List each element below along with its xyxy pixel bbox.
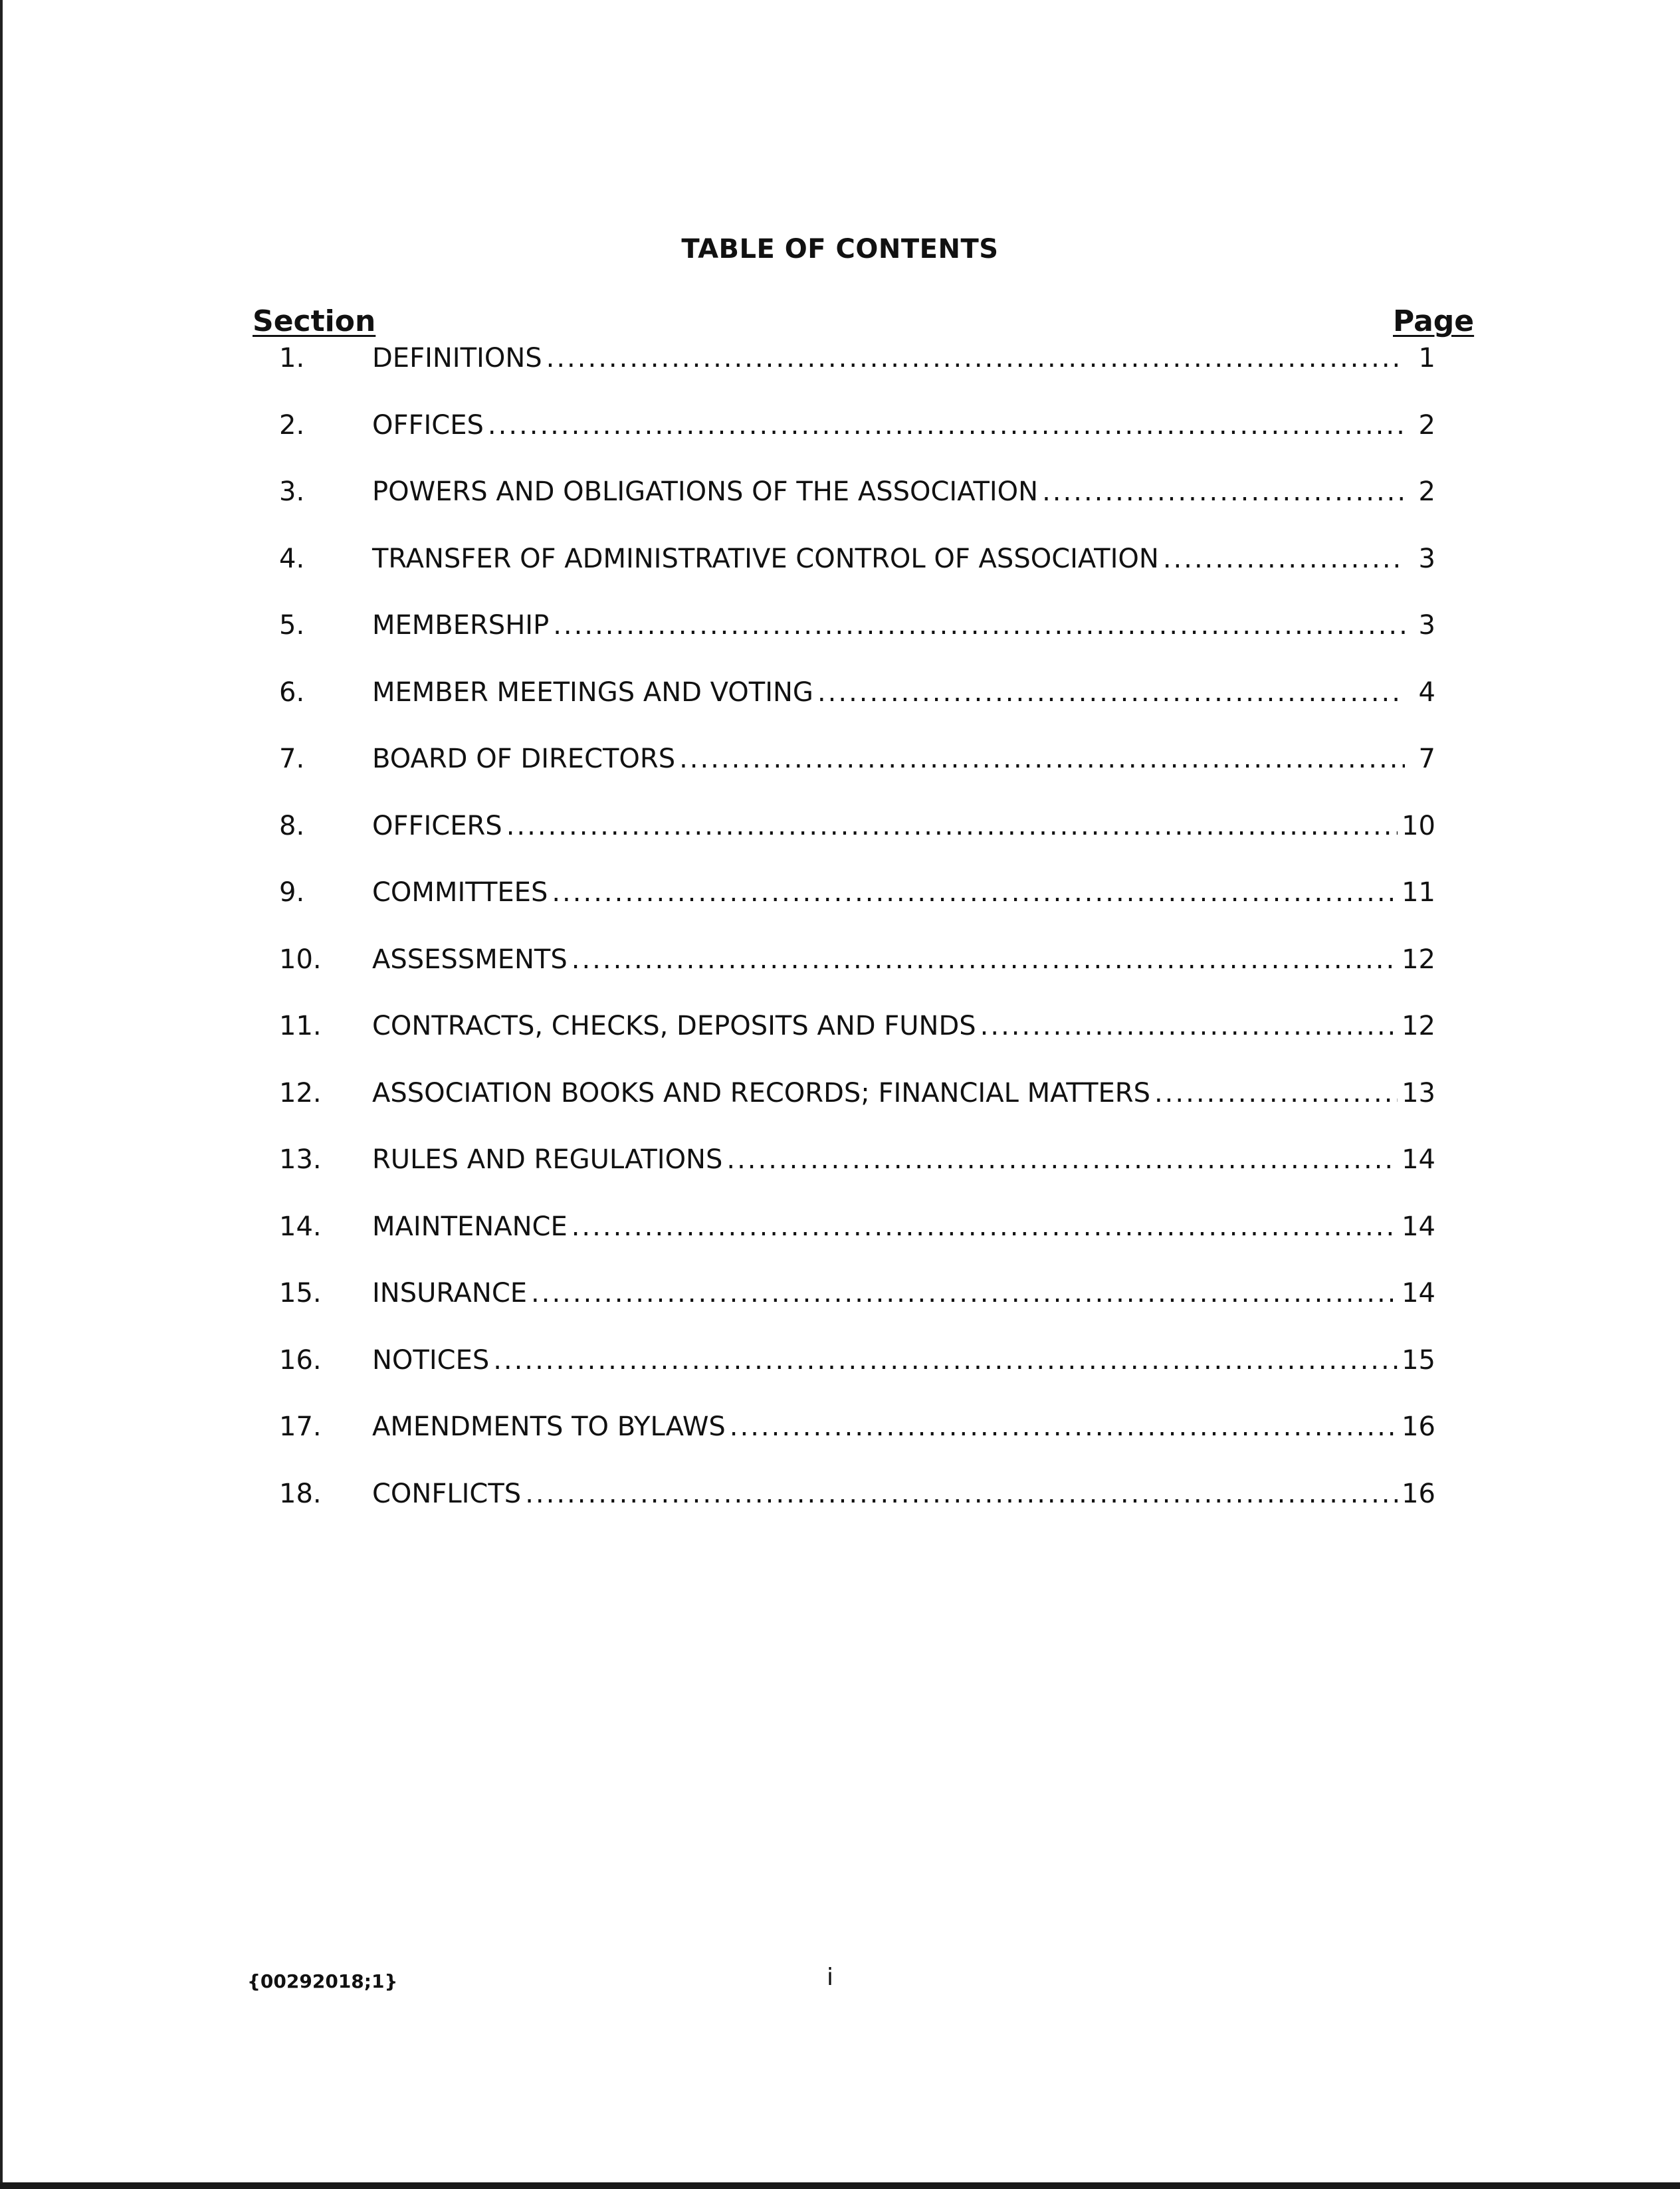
toc-entry-number: 6. xyxy=(279,677,305,708)
toc-dot-leader xyxy=(1154,1078,1398,1108)
scan-edge-left xyxy=(0,0,3,2189)
toc-dot-leader xyxy=(730,1411,1398,1442)
toc-entry xyxy=(253,1479,1435,1546)
toc-dot-leader xyxy=(546,343,1405,373)
toc-entry-label: ASSOCIATION BOOKS AND RECORDS; FINANCIAL MATTERS xyxy=(372,1077,1150,1108)
toc-entry xyxy=(253,677,1435,744)
toc-entry-number: 14. xyxy=(279,1211,322,1242)
toc-entry-page: 7 xyxy=(1418,744,1435,774)
toc-entry-label: AMENDMENTS TO BYLAWS xyxy=(372,1411,726,1442)
toc-entry xyxy=(253,1411,1435,1479)
toc-entry-number: 15. xyxy=(279,1278,322,1308)
toc-entry xyxy=(253,1078,1435,1145)
toc-entry-page: 3 xyxy=(1418,543,1435,574)
scan-edge-bottom xyxy=(0,2182,1680,2189)
toc-entry-label: TRANSFER OF ADMINISTRATIVE CONTROL OF ASSOCIATION xyxy=(372,543,1159,574)
toc-entry-page: 11 xyxy=(1402,877,1435,908)
toc-entry-number: 4. xyxy=(279,543,305,574)
page-title: TABLE OF CONTENTS xyxy=(681,234,999,264)
toc-entry-number: 1. xyxy=(279,343,305,373)
toc-dot-leader xyxy=(552,877,1398,908)
toc-entry xyxy=(253,343,1435,410)
toc-entry-page: 15 xyxy=(1402,1344,1435,1376)
footer-page-number: i xyxy=(827,1964,834,1991)
toc-entry xyxy=(253,544,1435,611)
toc-entry-label: CONTRACTS, CHECKS, DEPOSITS AND FUNDS xyxy=(372,1011,976,1041)
toc-entry-number: 2. xyxy=(279,409,305,441)
toc-entry xyxy=(253,410,1435,477)
toc-entry-page: 2 xyxy=(1418,409,1435,441)
toc-entry-number: 18. xyxy=(279,1478,322,1509)
toc-entry-page: 14 xyxy=(1402,1211,1435,1242)
toc-dot-leader xyxy=(553,610,1405,641)
toc-entry-page: 16 xyxy=(1402,1478,1435,1509)
toc-entry-page: 13 xyxy=(1402,1077,1435,1108)
toc-dot-leader xyxy=(572,1211,1398,1242)
toc-entry xyxy=(253,744,1435,811)
toc-entry-page: 3 xyxy=(1418,610,1435,641)
toc-entry-number: 12. xyxy=(279,1077,322,1108)
document-id: {00292018;1} xyxy=(247,1970,398,1992)
toc-entry-label: ASSESSMENTS xyxy=(372,944,568,975)
toc-entry-label: CONFLICTS xyxy=(372,1478,522,1509)
toc-dot-leader xyxy=(980,1011,1398,1041)
toc-entry-label: POWERS AND OBLIGATIONS OF THE ASSOCIATION xyxy=(372,476,1039,507)
toc-dot-leader xyxy=(572,944,1398,975)
toc-entry-page: 1 xyxy=(1418,343,1435,373)
toc-dot-leader xyxy=(488,410,1405,441)
toc-entry-number: 10. xyxy=(279,944,322,975)
toc-entry-number: 11. xyxy=(279,1011,322,1041)
toc-entry xyxy=(253,1278,1435,1345)
toc-entry-label: OFFICES xyxy=(372,409,484,441)
toc-entry-label: OFFICERS xyxy=(372,810,502,841)
toc-entry-page: 12 xyxy=(1402,1011,1435,1041)
toc-entry-page: 14 xyxy=(1402,1144,1435,1175)
toc-entry-page: 14 xyxy=(1402,1278,1435,1308)
toc-entry xyxy=(253,811,1435,878)
toc-entry xyxy=(253,610,1435,677)
toc-dot-leader xyxy=(679,744,1405,774)
toc-entry xyxy=(253,1345,1435,1412)
toc-entry-number: 13. xyxy=(279,1144,322,1175)
toc-entry xyxy=(253,1144,1435,1211)
toc-entry xyxy=(253,1011,1435,1078)
section-column-header: Section xyxy=(253,304,376,338)
toc-entry-number: 5. xyxy=(279,610,305,641)
toc-entry-label: MEMBER MEETINGS AND VOTING xyxy=(372,677,813,708)
toc-entry-number: 8. xyxy=(279,810,305,841)
toc-entry xyxy=(253,877,1435,944)
toc-entry xyxy=(253,476,1435,544)
toc-entry-label: DEFINITIONS xyxy=(372,343,542,373)
toc-entry-label: BOARD OF DIRECTORS xyxy=(372,744,676,774)
toc-entry-label: MEMBERSHIP xyxy=(372,610,550,641)
toc-entry-number: 16. xyxy=(279,1344,322,1376)
toc-entry-number: 9. xyxy=(279,877,305,908)
toc-dot-leader xyxy=(531,1278,1398,1308)
toc-dot-leader xyxy=(1042,476,1405,507)
toc-dot-leader xyxy=(1163,544,1405,574)
toc-dot-leader xyxy=(525,1479,1398,1509)
toc-entry-number: 3. xyxy=(279,476,305,507)
toc-entry-page: 16 xyxy=(1402,1411,1435,1442)
toc-entry xyxy=(253,1211,1435,1279)
toc-list xyxy=(253,343,1435,1545)
toc-entry-page: 10 xyxy=(1402,810,1435,841)
toc-entry-number: 7. xyxy=(279,744,305,774)
toc-entry-label: COMMITTEES xyxy=(372,877,548,908)
toc-entry-page: 2 xyxy=(1418,476,1435,507)
toc-dot-leader xyxy=(493,1345,1398,1376)
page-column-header: Page xyxy=(1393,304,1475,338)
toc-entry xyxy=(253,944,1435,1011)
toc-entry-page: 12 xyxy=(1402,944,1435,975)
toc-dot-leader xyxy=(726,1144,1398,1175)
toc-dot-leader xyxy=(817,677,1405,708)
toc-entry-label: RULES AND REGULATIONS xyxy=(372,1144,723,1175)
toc-entry-label: NOTICES xyxy=(372,1344,490,1376)
toc-entry-label: MAINTENANCE xyxy=(372,1211,568,1242)
toc-dot-leader xyxy=(506,811,1398,841)
toc-entry-number: 17. xyxy=(279,1411,322,1442)
toc-entry-page: 4 xyxy=(1418,677,1435,708)
toc-entry-label: INSURANCE xyxy=(372,1278,528,1308)
